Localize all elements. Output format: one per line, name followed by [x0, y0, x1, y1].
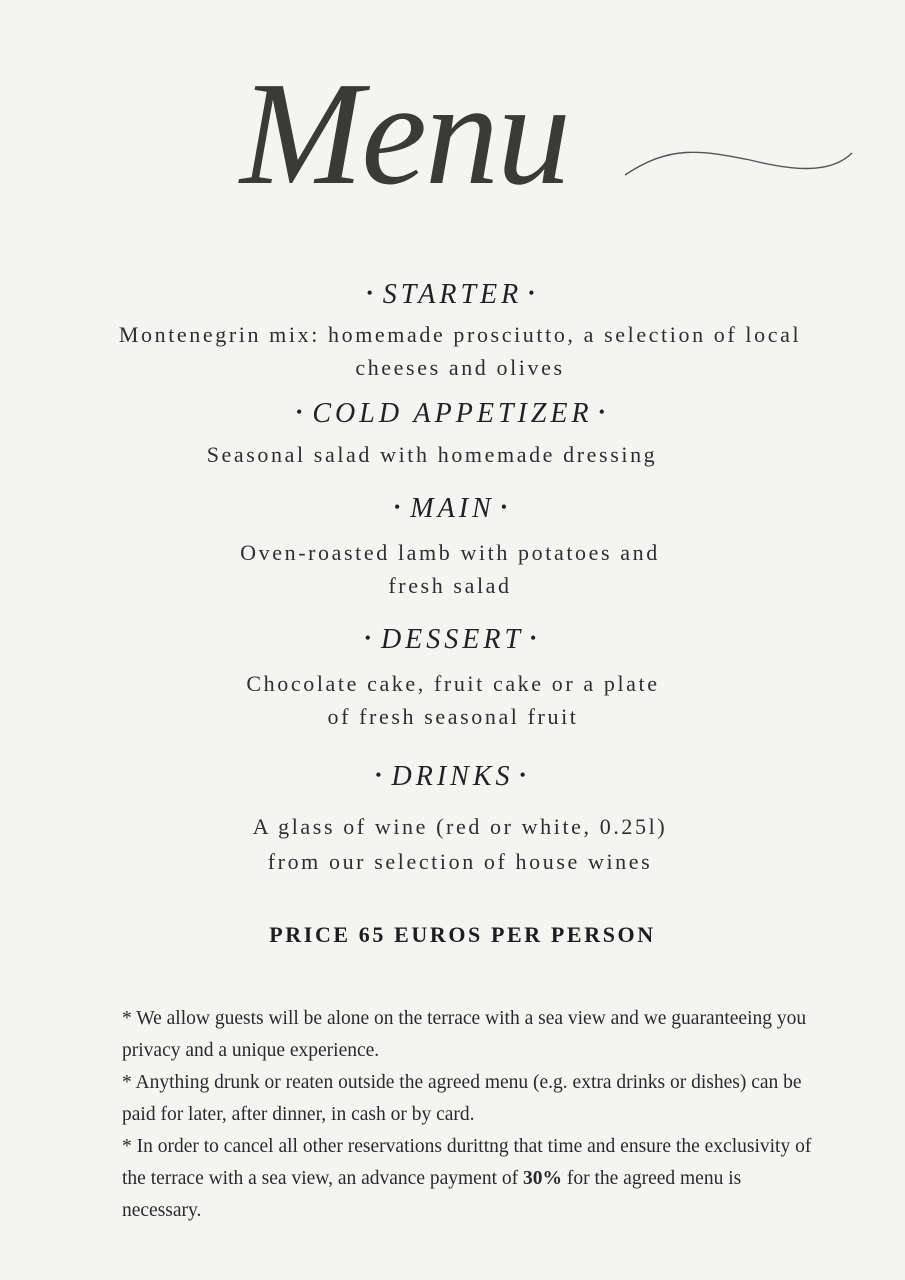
bullet-icon: •	[500, 497, 512, 517]
section-title-starter	[0, 279, 905, 311]
section-body-starter	[60, 318, 860, 384]
note-text: * In order to cancel all other reservations durittng that time and ensure the exclusivity of the terrace with a sea view, an advance payment of	[122, 1136, 812, 1189]
section-title-text: STARTER	[382, 279, 523, 310]
bullet-icon: •	[528, 283, 539, 303]
bullet-icon: •	[364, 628, 375, 648]
section-title-text: DRINKS	[391, 761, 514, 792]
section-line: from our selection of house wines	[267, 849, 653, 874]
note-advance-payment	[122, 1131, 822, 1227]
section-body-drinks	[160, 809, 760, 879]
note-privacy: * We allow guests will be alone on the terrace with a sea view and we guaranteeing you privacy and a unique experience.	[122, 1008, 807, 1061]
note-extra-orders: * Anything drunk or reaten outside the agreed menu (e.g. extra drinks or dishes) can be paid for later, after dinner, in cash or by card.	[122, 1072, 802, 1125]
section-line: fresh salad	[388, 573, 512, 598]
bullet-icon: •	[296, 402, 307, 422]
notes	[122, 1003, 822, 1227]
bullet-icon: •	[530, 628, 541, 648]
advance-percent: 30%	[523, 1168, 562, 1189]
section-body-main	[150, 536, 750, 602]
section-title-drinks	[0, 761, 905, 793]
menu-title-script	[230, 55, 870, 225]
section-line: Chocolate cake, fruit cake or a plate	[246, 671, 660, 696]
section-title-text: COLD APPETIZER	[312, 398, 593, 429]
price-line: PRICE 65 EUROS PER PERSON	[269, 922, 656, 947]
menu-title	[230, 55, 870, 225]
bullet-icon: •	[598, 402, 609, 422]
section-line: Oven-roasted lamb with potatoes and	[240, 540, 660, 565]
section-line: A glass of wine (red or white, 0.25l)	[252, 814, 668, 839]
menu-title-text: Menu	[240, 55, 569, 216]
section-title-main	[0, 493, 905, 525]
section-line: Montenegrin mix: homemade prosciutto, a selection of local	[118, 322, 802, 347]
bullet-icon: •	[366, 283, 377, 303]
section-title-dessert	[0, 624, 905, 656]
bullet-icon: •	[375, 765, 386, 785]
section-line: of fresh seasonal fruit	[327, 704, 579, 729]
section-body-cold-appetizer	[132, 438, 732, 471]
section-title-text: MAIN	[410, 493, 495, 524]
section-title-cold-appetizer	[0, 398, 905, 430]
bullet-icon: •	[393, 497, 405, 517]
section-body-dessert	[153, 667, 753, 733]
section-line: cheeses and olives	[355, 355, 565, 380]
title-flourish	[625, 152, 852, 175]
bullet-icon: •	[519, 765, 530, 785]
section-line: Seasonal salad with homemade dressing	[206, 442, 658, 467]
section-title-text: DESSERT	[380, 624, 525, 655]
note-text: for the agreed menu is necessary.	[122, 1168, 742, 1221]
